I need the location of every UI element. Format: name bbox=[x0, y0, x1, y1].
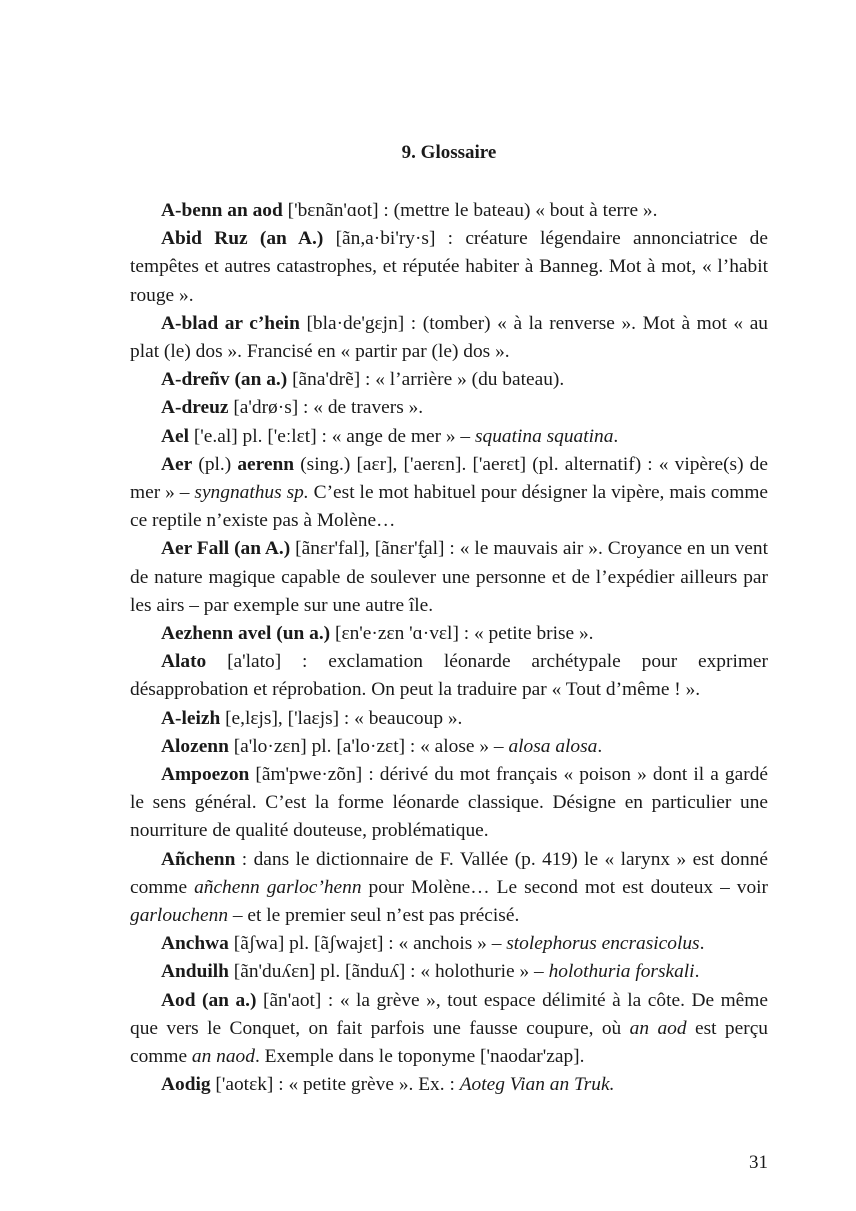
entry-italic-text: stolephorus encrasicolus bbox=[506, 933, 700, 955]
glossary-entry bbox=[130, 394, 768, 422]
glossary-entry bbox=[130, 648, 768, 704]
entry-headword: Anduilh bbox=[161, 961, 229, 983]
entry-text: [a'lo·zɛn] pl. [a'lo·zɛt] : « alose » – bbox=[228, 735, 509, 757]
entry-text: ['bɛnãn'ɑot] : (mettre le bateau) « bout à terre ». bbox=[282, 200, 658, 221]
glossary-entries bbox=[130, 197, 768, 1100]
entry-headword: Abid Ruz bbox=[161, 228, 248, 250]
entry-italic-text: Aoteg Vian an Truk. bbox=[459, 1074, 615, 1096]
entry-text: [ãn'aot] : « la grève », tout espace délimité à la côte. De même que vers le Conquet, on fait parfois une fausse coupure, où bbox=[130, 989, 768, 1039]
entry-headword: A-blad ar c’hein bbox=[161, 312, 300, 334]
entry-headword: Aer Fall bbox=[161, 538, 230, 560]
entry-headword: Aezhenn avel (un a.) bbox=[161, 623, 331, 645]
entry-text: (pl.) bbox=[192, 453, 238, 475]
glossary-entry bbox=[130, 761, 768, 846]
entry-headword: Aer bbox=[161, 453, 193, 475]
glossary-entry bbox=[130, 366, 768, 394]
entry-text: . bbox=[694, 961, 700, 983]
entry-headword: Añchenn bbox=[161, 848, 236, 870]
entry-headword: A-dreuz bbox=[161, 397, 229, 419]
section-title: 9. Glossaire bbox=[401, 142, 497, 163]
document-page bbox=[130, 0, 768, 1211]
entry-headword: Alato bbox=[161, 651, 207, 673]
entry-headword: Ael bbox=[161, 425, 189, 447]
entry-text bbox=[248, 228, 260, 249]
glossary-entry bbox=[130, 620, 768, 648]
entry-text: C’est le mot habituel pour désigner la vipère, mais comme ce reptile n’existe pas à Molène… bbox=[130, 482, 769, 532]
entry-headword: Anchwa bbox=[161, 933, 229, 955]
entry-text: ['e.al] pl. ['eːlɛt] : « ange de mer » – bbox=[189, 425, 475, 447]
glossary-entry bbox=[130, 987, 768, 1072]
entry-text: [bla·de'gɛjn] : (tomber) « à la renverse ». Mot à mot « au plat (le) dos ». Francisé en « partir par (le) dos ». bbox=[130, 312, 769, 363]
glossary-entry bbox=[130, 310, 768, 366]
entry-text: (sing.) [aɛr], ['aerɛn]. ['aerɛt] (pl. alternatif) : « vipère(s) de mer » – bbox=[130, 453, 768, 504]
glossary-entry bbox=[130, 958, 768, 986]
glossary-entry bbox=[130, 1071, 768, 1099]
entry-text: [a'drø·s] : « de travers ». bbox=[228, 397, 424, 419]
glossary-entry bbox=[130, 535, 768, 620]
entry-text: [ãn,a·bi'ry·s] : créature légendaire annonciatrice de tempêtes et autres catastrophes, et réputée habiter à Banneg. Mot à mot, « l’habit rouge ». bbox=[130, 228, 768, 306]
glossary-entry bbox=[130, 423, 768, 451]
entry-text: . bbox=[613, 425, 619, 447]
entry-italic-text: holothuria forskali bbox=[548, 961, 695, 983]
entry-text: est perçu comme bbox=[130, 1017, 768, 1068]
entry-text: [a'lato] : exclamation léonarde archétypale pour exprimer désapprobation et réprobation. On peut la traduire par « Tout d’même ! ». bbox=[130, 651, 768, 701]
entry-italic-text: squatina squatina bbox=[474, 425, 614, 447]
entry-text: [ãʃwa] pl. [ãʃwajɛt] : « anchois » – bbox=[228, 933, 507, 955]
glossary-entry bbox=[130, 930, 768, 958]
page-number: 31 bbox=[749, 1152, 768, 1173]
entry-italic-text: añchenn garloc’henn bbox=[194, 876, 362, 898]
entry-italic-text: syngnathus sp. bbox=[194, 482, 309, 504]
entry-italic-text: an aod bbox=[629, 1017, 687, 1039]
entry-headword: A-leizh bbox=[161, 707, 221, 729]
entry-text: [ãnɛr'fal], [ãnɛr'f̬al] : « le mauvais air ». Croyance en un vent de nature magique capable de soulever une personne et de l’expédier ailleurs par les airs – par exemple sur une autre île. bbox=[130, 538, 768, 616]
entry-italic-text: alosa alosa bbox=[508, 735, 598, 757]
entry-headword: (an A.) bbox=[259, 228, 324, 250]
entry-text: : dans le dictionnaire de F. Vallée (p. 419) le « larynx » est donné comme bbox=[130, 848, 768, 898]
entry-text: pour Molène… Le second mot est douteux – voir bbox=[361, 876, 768, 898]
glossary-entry bbox=[130, 225, 768, 310]
entry-headword: Aod (an a.) bbox=[161, 989, 257, 1011]
entry-text: [e,lɛjs], ['laɛjs] : « beaucoup ». bbox=[220, 707, 463, 729]
entry-italic-text: an naod bbox=[191, 1046, 255, 1068]
entry-text: ['aotɛk] : « petite grève ». Ex. : bbox=[210, 1074, 460, 1096]
entry-headword: aerenn bbox=[237, 453, 295, 475]
entry-headword: (an a.) bbox=[234, 369, 288, 391]
glossary-entry bbox=[130, 846, 768, 931]
entry-headword: Alozenn bbox=[161, 735, 229, 757]
entry-text: [ãm'pwe·zõn] : dérivé du mot français « poison » dont il a gardé le sens général. C’est la forme léonarde classique. Désigne en particulier une nourriture de qualité douteuse, problématique. bbox=[130, 764, 768, 842]
entry-text: [ɛn'e·zɛn 'ɑ·vɛl] : « petite brise ». bbox=[330, 623, 594, 645]
entry-text: [ãna'drẽ] : « l’arrière » (du bateau). bbox=[287, 369, 565, 391]
entry-text: . Exemple dans le toponyme ['naodar'zap]. bbox=[254, 1046, 585, 1068]
entry-headword: (an A.) bbox=[234, 538, 291, 560]
glossary-entry bbox=[130, 451, 768, 536]
entry-text: [ãn'duʎɛn] pl. [ãnduʎ] : « holothurie » – bbox=[228, 961, 549, 983]
glossary-entry bbox=[130, 733, 768, 761]
entry-text: . bbox=[699, 933, 705, 955]
entry-headword: Ampoezon bbox=[161, 764, 250, 786]
entry-headword: Aodig bbox=[161, 1074, 211, 1096]
entry-text: . bbox=[597, 735, 603, 757]
entry-headword: A-benn an aod bbox=[161, 200, 283, 221]
entry-headword: A-dreñv bbox=[161, 369, 230, 391]
entry-italic-text: garlouchenn bbox=[130, 905, 229, 927]
entry-text: – et le premier seul n’est pas précisé. bbox=[228, 905, 520, 927]
glossary-entry bbox=[130, 197, 768, 225]
glossary-entry bbox=[130, 705, 768, 733]
